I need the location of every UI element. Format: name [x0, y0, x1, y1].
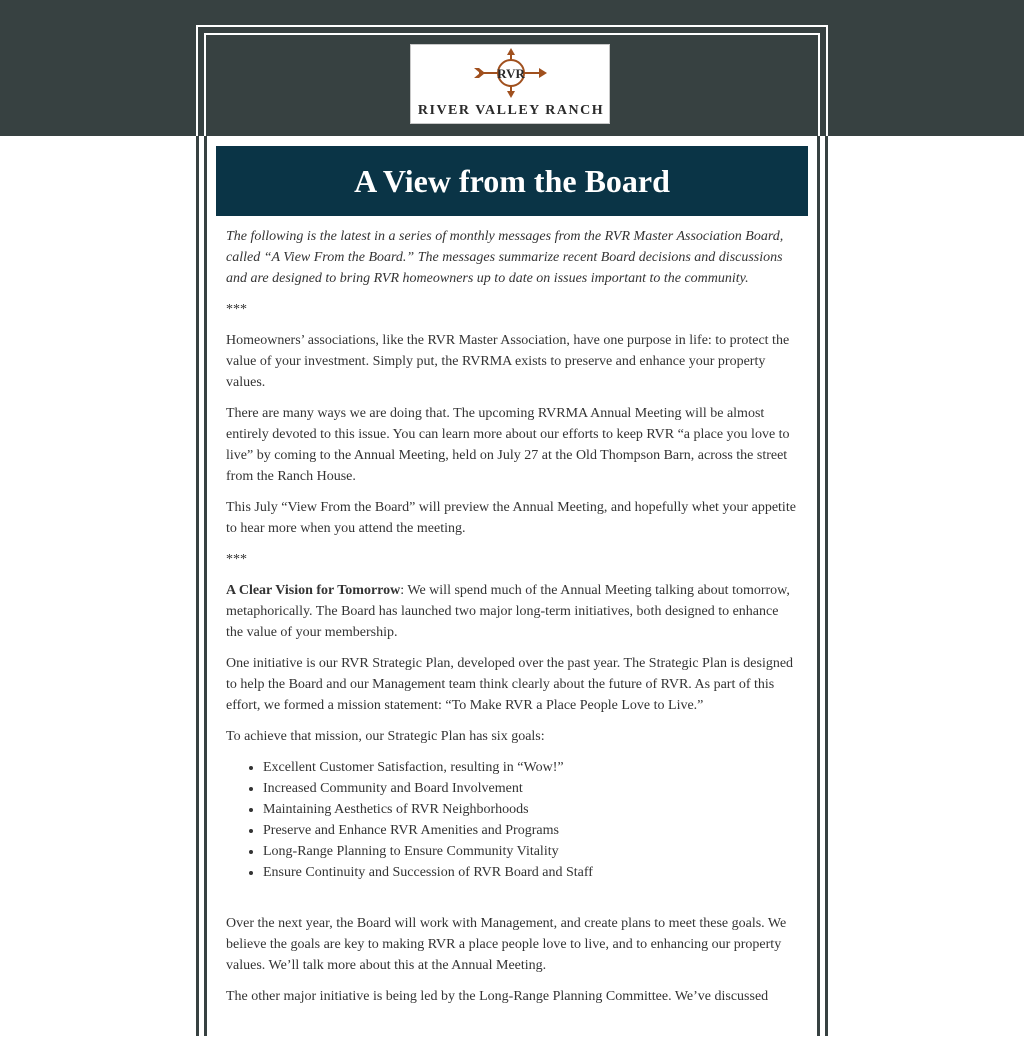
list-item: • Excellent Customer Satisfaction, resulting in “Wow!”	[263, 757, 798, 778]
logo-monogram: RVR	[497, 66, 525, 81]
separator: ***	[226, 302, 247, 317]
list-item: • Ensure Continuity and Succession of RVR Board and Staff	[263, 862, 798, 883]
list-item: • Long-Range Planning to Ensure Community Vitality	[263, 841, 798, 862]
paragraph-6: Over the next year, the Board will work with Management, and create plans to meet these goals. We believe the goals are key to making RVR a place people love to live, and to enhancing our property values. We’ll talk more about this at the Annual Meeting.	[226, 916, 787, 973]
paragraph-2: There are many ways we are doing that. The upcoming RVRMA Annual Meeting will be almost entirely devoted to this issue. You can learn more about our efforts to keep RVR “a place you love to live” by coming to the Annual Meeting, held on July 27 at the Old Thompson Barn, across the street from the Ranch House.	[226, 406, 790, 484]
separator-2: ***	[226, 552, 247, 567]
list-item: • Maintaining Aesthetics of RVR Neighborhoods	[263, 799, 798, 820]
list-item: • Preserve and Enhance RVR Amenities and Programs	[263, 820, 798, 841]
title-bar	[216, 146, 808, 216]
logo-name: RIVER VALLEY RANCH	[417, 103, 605, 118]
paragraph-5: One initiative is our RVR Strategic Plan, developed over the past year. The Strategic Plan is designed to help the Board and our Management team think clearly about the future of RVR. As part of this effort, we formed a mission statement: “To Make RVR a Place People Love to Live.”	[226, 656, 794, 713]
paragraph-1: Homeowners’ associations, like the RVR Master Association, have one purpose in life: to protect the value of your investment. Simply put, the RVRMA exists to preserve and enhance your property values.	[226, 333, 790, 390]
compass-arrow-icon	[471, 47, 551, 99]
rvr-logo[interactable]	[410, 44, 610, 124]
article-body	[226, 226, 798, 1017]
paragraph-7: The other major initiative is being led by the Long-Range Planning Committee. We’ve discussed	[226, 989, 769, 1004]
goals-lead: To achieve that mission, our Strategic Plan has six goals:	[226, 729, 545, 744]
intro-paragraph: The following is the latest in a series of monthly messages from the RVR Master Association Board, called “A View From the Board.” The messages summarize recent Board decisions and discussions and are designed to bring RVR homeowners up to date on issues important to the community.	[226, 229, 784, 286]
paragraph-3: This July “View From the Board” will preview the Annual Meeting, and hopefully whet your appetite to hear more when you attend the meeting.	[226, 500, 796, 536]
page-title: A View from the Board	[354, 162, 670, 199]
goals-list	[226, 757, 798, 883]
paragraph-4-text: : We will spend much of the Annual Meeting talking about tomorrow, metaphorically. The Board has launched two major long-term initiatives, both designed to enhance the value of your membership.	[226, 583, 790, 640]
section-heading: A Clear Vision for Tomorrow	[226, 583, 401, 598]
paragraph-4	[226, 580, 798, 643]
list-item: • Increased Community and Board Involvement	[263, 778, 798, 799]
